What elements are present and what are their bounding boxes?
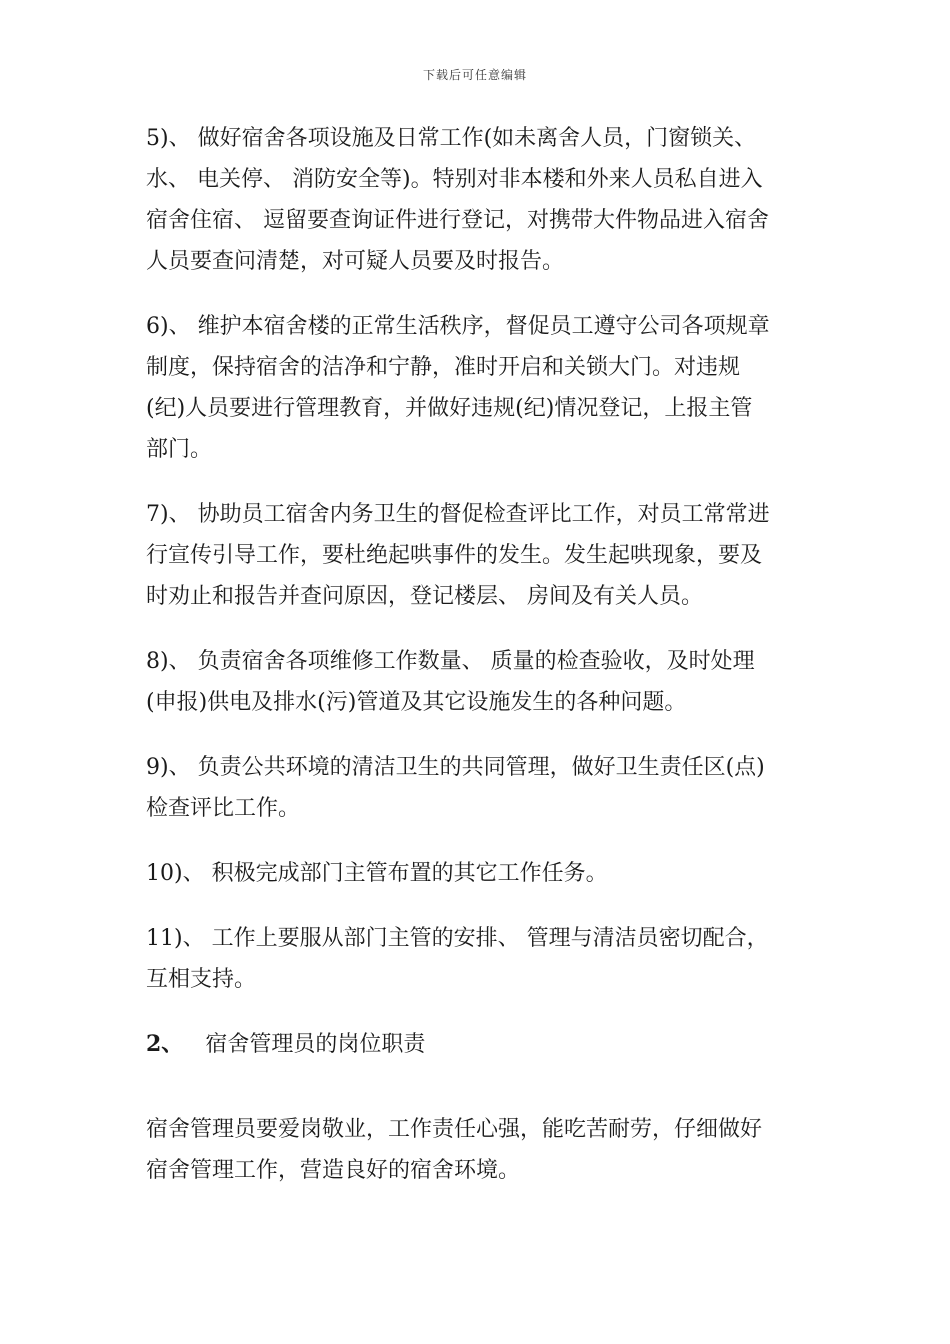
text-line: 时劝止和报告并查问原因，登记楼层、 房间及有关人员。 <box>146 584 703 609</box>
text-line: 人员要查问清楚，对可疑人员要及时报告。 <box>146 249 565 274</box>
duty-item-8 <box>146 641 816 723</box>
duty-item-9 <box>146 747 816 829</box>
document-body <box>146 118 816 1215</box>
duty-item-6 <box>146 306 816 470</box>
text-line: 宿舍住宿、 逗留要查询证件进行登记，对携带大件物品进入宿舍 <box>146 208 769 233</box>
text-line: 9)、 负责公共环境的清洁卫生的共同管理，做好卫生责任区(点) <box>146 755 765 780</box>
text-line: 7)、 协助员工宿舍内务卫生的督促检查评比工作，对员工常常进 <box>146 502 770 527</box>
text-line: 行宣传引导工作，要杜绝起哄事件的发生。发生起哄现象，要及 <box>146 543 763 568</box>
text-line: 宿舍管理工作，营造良好的宿舍环境。 <box>146 1158 521 1183</box>
duty-item-7 <box>146 494 816 617</box>
text-line: 水、 电关停、 消防安全等)。特别对非本楼和外来人员私自进入 <box>146 167 763 192</box>
duty-item-5 <box>146 118 816 282</box>
duty-item-11 <box>146 918 816 1000</box>
text-line: 宿舍管理员要爱岗敬业，工作责任心强，能吃苦耐劳，仔细做好 <box>146 1117 763 1142</box>
section-title: 宿舍管理员的岗位职责 <box>205 1032 426 1057</box>
text-line: 10)、 积极完成部门主管布置的其它工作任务。 <box>146 861 608 886</box>
text-line: 5)、 做好宿舍各项设施及日常工作(如未离舍人员，门窗锁关、 <box>146 126 757 151</box>
closing-paragraph <box>146 1109 816 1191</box>
text-line: (纪)人员要进行管理教育，并做好违规(纪)情况登记，上报主管 <box>146 396 753 421</box>
text-line: (申报)供电及排水(污)管道及其它设施发生的各种问题。 <box>146 690 687 715</box>
duty-item-10 <box>146 853 816 894</box>
text-line: 11)、 工作上要服从部门主管的安排、 管理与清洁员密切配合， <box>146 926 769 951</box>
text-line: 互相支持。 <box>146 967 257 992</box>
section-heading <box>146 1024 816 1065</box>
text-line: 制度，保持宿舍的洁净和宁静，准时开启和关锁大门。对违规 <box>146 355 741 380</box>
text-line: 检查评比工作。 <box>146 796 301 821</box>
text-line: 部门。 <box>146 437 213 462</box>
text-line: 8)、 负责宿舍各项维修工作数量、 质量的检查验收，及时处理 <box>146 649 755 674</box>
section-number: 2、 <box>146 1031 184 1057</box>
text-line: 6)、 维护本宿舍楼的正常生活秩序，督促员工遵守公司各项规章 <box>146 314 770 339</box>
header-note: 下载后可任意编辑 <box>422 68 527 82</box>
